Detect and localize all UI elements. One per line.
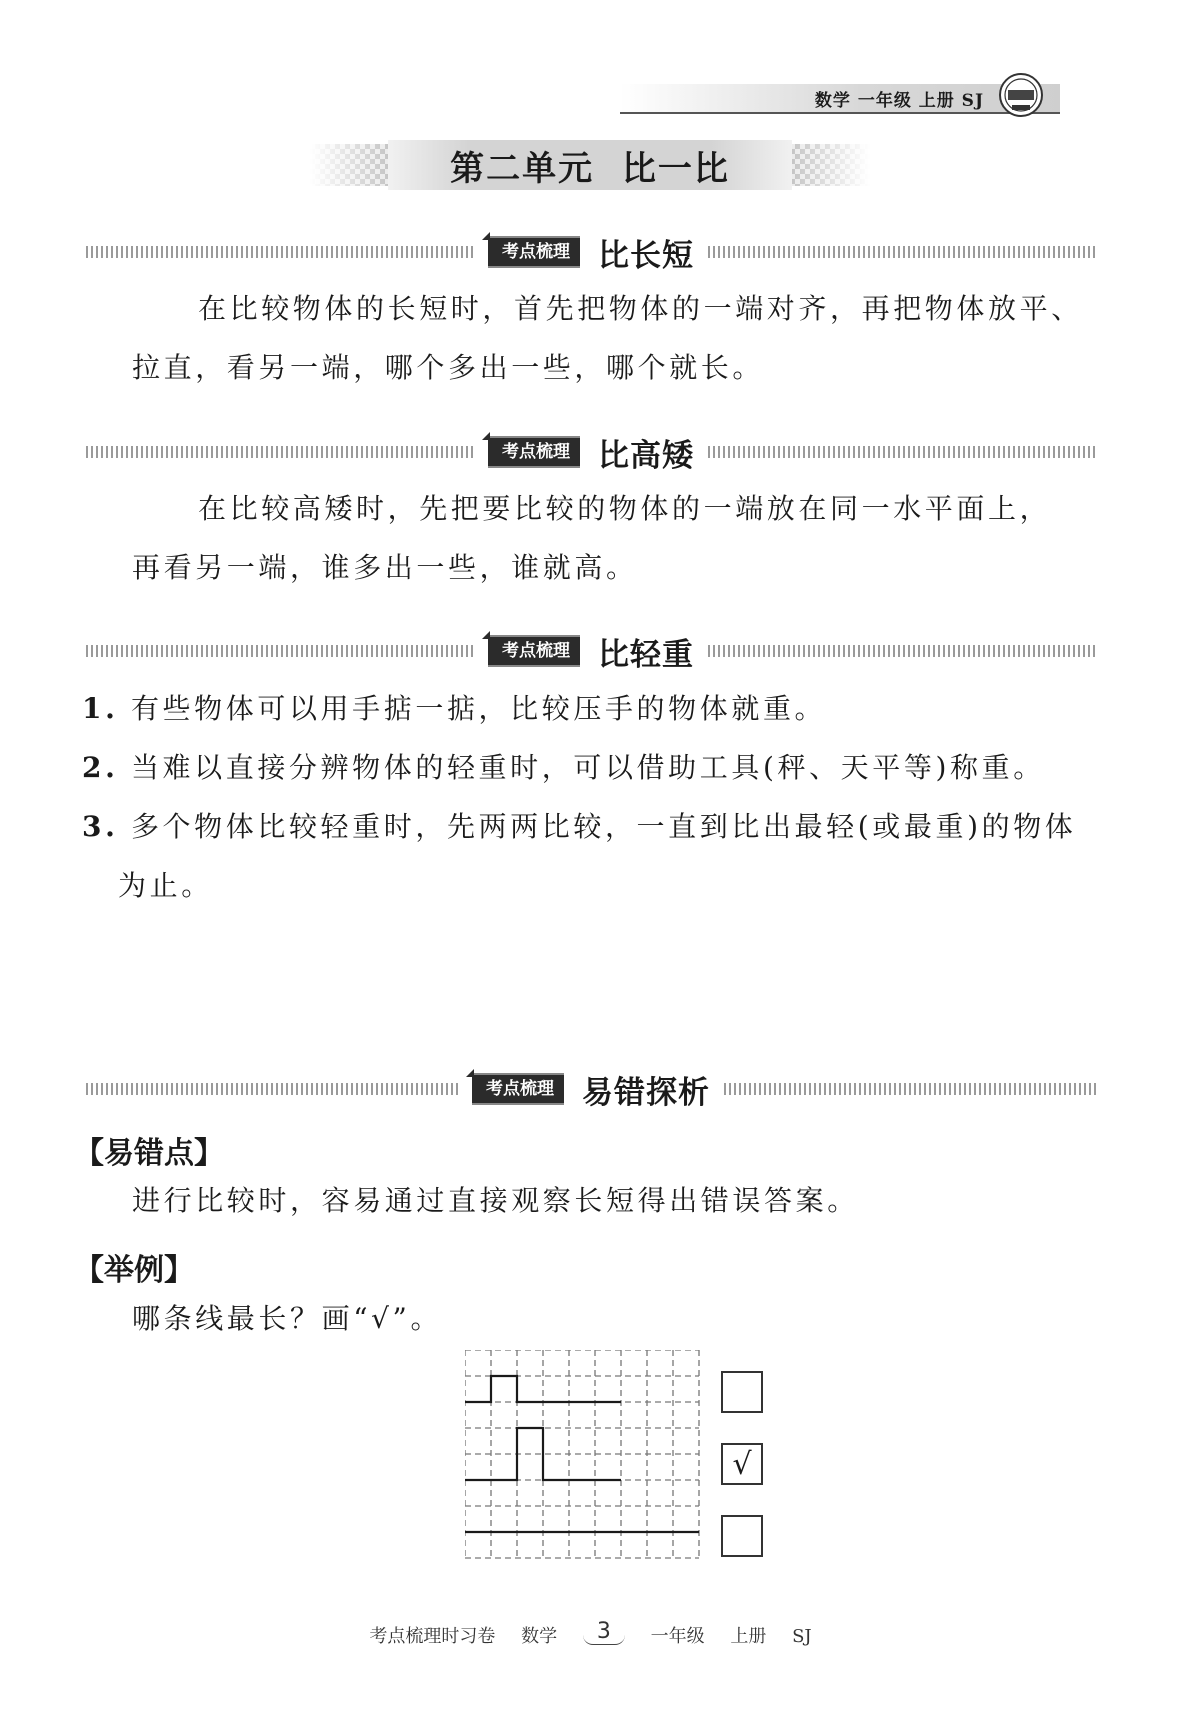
dotted-rule — [86, 645, 474, 657]
page-footer — [0, 1619, 1181, 1649]
footer-subject: 数学 — [521, 1626, 558, 1647]
section-header-weight — [86, 631, 1096, 671]
page-number: 3 — [583, 1619, 625, 1645]
section-header-height — [86, 432, 1096, 472]
answer-box-3[interactable] — [721, 1515, 763, 1557]
dotted-rule — [86, 1083, 458, 1095]
dotted-rule — [724, 1083, 1096, 1095]
paragraph-line: 在比较高矮时，先把要比较的物体的一端放在同一水平面上， — [198, 492, 1052, 525]
section-tag: 考点梳理 — [488, 635, 580, 667]
section-header-mistakes — [86, 1069, 1096, 1109]
list-item-continuation: 为止。 — [118, 869, 213, 902]
running-header — [620, 84, 1060, 114]
line-grid-figure — [465, 1350, 701, 1560]
dotted-rule — [86, 246, 474, 258]
paragraph-line: 在比较物体的长短时，首先把物体的一端对齐，再把物体放平、 — [198, 292, 1083, 325]
footer-edition: SJ — [792, 1626, 812, 1647]
dotted-rule — [708, 446, 1096, 458]
dotted-rule — [86, 446, 474, 458]
section-tag: 考点梳理 — [488, 436, 580, 468]
line-a — [465, 1376, 621, 1402]
list-text: 多个物体比较轻重时，先两两比较，一直到比出最轻(或最重)的物体 — [130, 810, 1077, 843]
footer-grade: 一年级 — [650, 1626, 705, 1647]
unit-title-banner — [310, 140, 870, 190]
section-tag: 考点梳理 — [472, 1073, 564, 1105]
banner-pattern-left — [310, 144, 400, 186]
list-item — [82, 812, 1076, 842]
section-title: 比长短 — [598, 237, 694, 274]
footer-volume: 上册 — [730, 1626, 767, 1647]
banner-center — [388, 140, 792, 190]
section-title: 比高矮 — [598, 437, 694, 474]
answer-box-1[interactable] — [721, 1371, 763, 1413]
section-title: 易错探析 — [582, 1074, 710, 1111]
mistake-text: 进行比较时，容易通过直接观察长短得出错误答案。 — [132, 1184, 859, 1217]
banner-pattern-right — [780, 144, 870, 186]
example-label: 【举例】 — [74, 1253, 194, 1288]
section-tag: 考点梳理 — [488, 236, 580, 268]
section-header-length — [86, 232, 1096, 272]
list-number: 2. — [82, 751, 119, 784]
paragraph-line: 拉直，看另一端，哪个多出一些，哪个就长。 — [132, 351, 765, 384]
list-number: 1. — [82, 692, 119, 725]
running-header-text: 数学 一年级 上册 SJ — [814, 91, 984, 111]
example-question: 哪条线最长？画“√”。 — [132, 1302, 443, 1335]
paragraph-line: 再看另一端，谁多出一些，谁就高。 — [132, 551, 638, 584]
publisher-seal-icon — [998, 72, 1044, 118]
list-text: 有些物体可以用手掂一掂，比较压手的物体就重。 — [130, 692, 827, 725]
dotted-rule — [708, 246, 1096, 258]
dotted-rule — [708, 645, 1096, 657]
list-number: 3. — [82, 810, 119, 843]
list-item — [82, 694, 826, 724]
footer-book: 考点梳理时习卷 — [369, 1626, 496, 1647]
mistake-label: 【易错点】 — [74, 1136, 224, 1171]
answer-box-2[interactable]: √ — [721, 1443, 763, 1485]
section-title: 比轻重 — [598, 636, 694, 673]
list-item — [82, 753, 1045, 783]
unit-title: 第二单元 比一比 — [450, 148, 730, 189]
list-text: 当难以直接分辨物体的轻重时，可以借助工具(秤、天平等)称重。 — [130, 751, 1045, 784]
